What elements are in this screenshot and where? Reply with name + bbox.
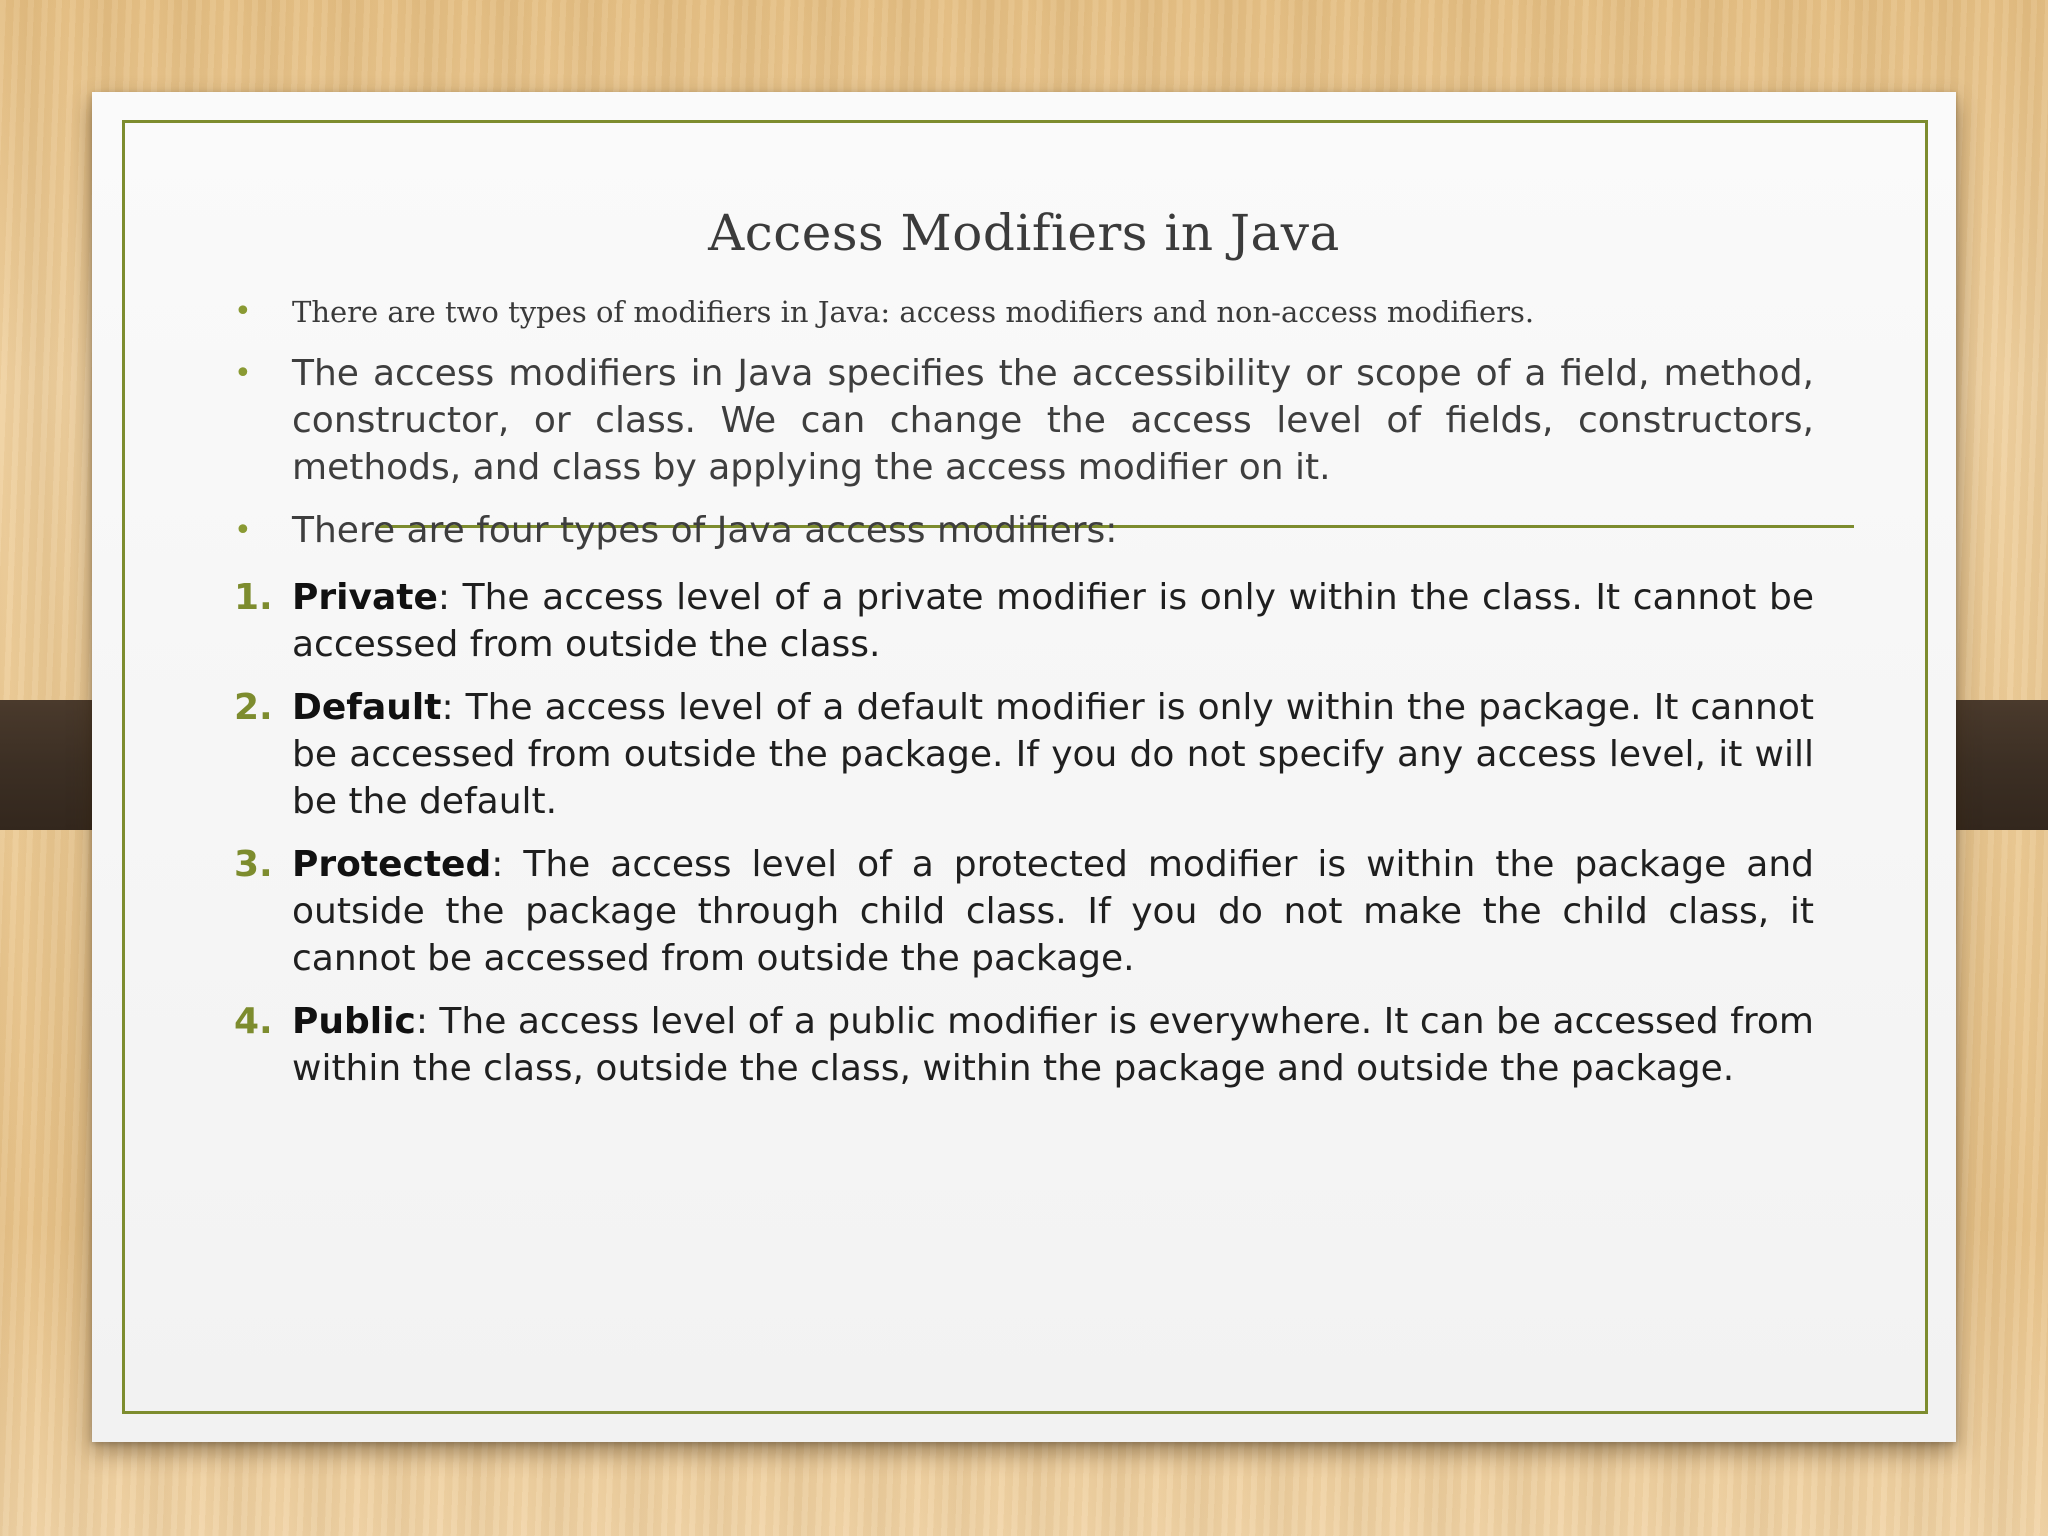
term-label: Default [292,687,442,728]
term-label: Public [292,1001,416,1042]
bullet-item [234,507,1814,554]
slide-content [234,292,1814,1108]
term-description: : The access level of a protected modifier is within the package and outside the package through child class. If you do not make the child class, it cannot be accessed from outside the package. [292,844,1814,979]
term-description: : The access level of a default modifier is only within the package. It cannot be accessed from outside the package. If you do not specify any access level, it will be the default. [292,687,1814,822]
bullet-text: There are four types of Java access modifiers: [292,510,1118,551]
bullet-dot-icon: • [234,294,252,329]
term-description: : The access level of a public modifier is everywhere. It can be accessed from within the class, outside the class, within the package and outside the package. [292,1001,1814,1089]
numbered-item-default [234,684,1814,825]
bullet-dot-icon: • [234,513,252,548]
slide [92,92,1956,1442]
bullet-dot-icon: • [234,356,252,391]
bullet-text: There are two types of modifiers in Java: access modifiers and non-access modifiers. [292,295,1535,329]
list-number: 4. [234,1001,273,1042]
list-number: 1. [234,577,273,618]
numbered-item-protected [234,841,1814,982]
term-description: : The access level of a private modifier is only within the class. It cannot be accessed from outside the class. [292,577,1814,665]
numbered-item-public [234,998,1814,1092]
list-number: 2. [234,687,273,728]
bullet-item [234,292,1814,332]
slide-title: Access Modifiers in Java [708,204,1340,262]
list-number: 3. [234,844,273,885]
numbered-item-private [234,574,1814,668]
bullet-text: The access modifiers in Java specifies the accessibility or scope of a field, method, constructor, or class. We can change the access level of fields, constructors, methods, and class by applying the access modifier on it. [292,353,1814,488]
bullet-item [234,350,1814,491]
term-label: Private [292,577,438,618]
term-label: Protected [292,844,492,885]
